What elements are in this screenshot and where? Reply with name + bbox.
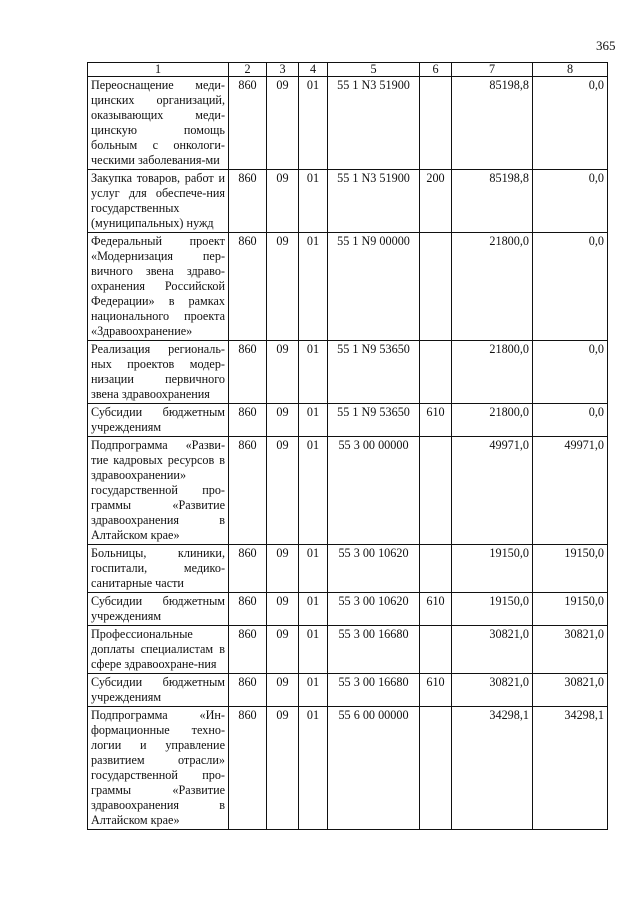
table-row — [88, 404, 608, 437]
table-row — [88, 437, 608, 545]
grbs-code: 860 — [229, 707, 267, 830]
expense-type-code: 610 — [420, 593, 452, 626]
subsection-code: 01 — [299, 626, 328, 674]
amount-2: 0,0 — [533, 341, 608, 404]
amount-1: 34298,1 — [452, 707, 533, 830]
expense-type-code — [420, 341, 452, 404]
page-number: 365 — [596, 38, 616, 53]
target-article-code: 55 6 00 00000 — [328, 707, 420, 830]
grbs-code: 860 — [229, 545, 267, 593]
amount-2: 30821,0 — [533, 674, 608, 707]
amount-2: 0,0 — [533, 404, 608, 437]
subsection-code: 01 — [299, 437, 328, 545]
expense-type-code — [420, 545, 452, 593]
section-code: 09 — [267, 674, 299, 707]
subsection-code: 01 — [299, 170, 328, 233]
target-article-code: 55 1 N9 53650 — [328, 404, 420, 437]
item-name: Переоснащение меди-цинских организаций, оказывающих меди-цинскую помощь больным с онкологи-ческими заболевания-ми — [88, 77, 229, 170]
target-article-code: 55 1 N3 51900 — [328, 77, 420, 170]
amount-1: 21800,0 — [452, 233, 533, 341]
column-header-7: 7 — [452, 63, 533, 77]
subsection-code: 01 — [299, 404, 328, 437]
target-article-code: 55 1 N9 00000 — [328, 233, 420, 341]
item-name: Подпрограмма «Разви-тие кадровых ресурсов в здравоохранении» государственной про-граммы «Развитие здравоохранения в Алтайском крае» — [88, 437, 229, 545]
expense-type-code — [420, 707, 452, 830]
grbs-code: 860 — [229, 674, 267, 707]
target-article-code: 55 3 00 16680 — [328, 626, 420, 674]
item-name: Субсидии бюджетным учреждениям — [88, 593, 229, 626]
expense-type-code: 610 — [420, 674, 452, 707]
table-row — [88, 545, 608, 593]
amount-1: 85198,8 — [452, 77, 533, 170]
subsection-code: 01 — [299, 593, 328, 626]
amount-1: 49971,0 — [452, 437, 533, 545]
item-name: Субсидии бюджетным учреждениям — [88, 404, 229, 437]
item-name: Профессиональные доплаты специалистам в сфере здравоохране-ния — [88, 626, 229, 674]
target-article-code: 55 3 00 00000 — [328, 437, 420, 545]
section-code: 09 — [267, 341, 299, 404]
subsection-code: 01 — [299, 707, 328, 830]
section-code: 09 — [267, 593, 299, 626]
grbs-code: 860 — [229, 341, 267, 404]
amount-2: 30821,0 — [533, 626, 608, 674]
grbs-code: 860 — [229, 170, 267, 233]
table-row — [88, 707, 608, 830]
item-name: Субсидии бюджетным учреждениям — [88, 674, 229, 707]
subsection-code: 01 — [299, 77, 328, 170]
table-row — [88, 233, 608, 341]
section-code: 09 — [267, 545, 299, 593]
subsection-code: 01 — [299, 233, 328, 341]
amount-1: 21800,0 — [452, 341, 533, 404]
section-code: 09 — [267, 707, 299, 830]
table-row — [88, 626, 608, 674]
item-name: Подпрограмма «Ин-формационные техно-логии и управление развитием отрасли» государственной про-граммы «Развитие здравоохранения в Алтайском крае» — [88, 707, 229, 830]
amount-1: 21800,0 — [452, 404, 533, 437]
item-name: Федеральный проект «Модернизация пер-вичного звена здраво-охранения Российской Федерации» в рамках национального проекта «Здравоохранение» — [88, 233, 229, 341]
section-code: 09 — [267, 77, 299, 170]
amount-1: 19150,0 — [452, 545, 533, 593]
column-header-8: 8 — [533, 63, 608, 77]
subsection-code: 01 — [299, 674, 328, 707]
table-row — [88, 593, 608, 626]
expense-type-code — [420, 233, 452, 341]
table-row — [88, 341, 608, 404]
column-header-2: 2 — [229, 63, 267, 77]
amount-2: 34298,1 — [533, 707, 608, 830]
section-code: 09 — [267, 437, 299, 545]
grbs-code: 860 — [229, 233, 267, 341]
grbs-code: 860 — [229, 437, 267, 545]
subsection-code: 01 — [299, 545, 328, 593]
column-header-6: 6 — [420, 63, 452, 77]
expense-type-code — [420, 437, 452, 545]
section-code: 09 — [267, 233, 299, 341]
column-header-4: 4 — [299, 63, 328, 77]
expense-type-code — [420, 626, 452, 674]
table-row — [88, 77, 608, 170]
amount-2: 19150,0 — [533, 545, 608, 593]
table-body — [88, 77, 608, 830]
grbs-code: 860 — [229, 77, 267, 170]
section-code: 09 — [267, 404, 299, 437]
grbs-code: 860 — [229, 626, 267, 674]
expense-type-code: 610 — [420, 404, 452, 437]
expense-type-code: 200 — [420, 170, 452, 233]
amount-2: 0,0 — [533, 77, 608, 170]
amount-2: 19150,0 — [533, 593, 608, 626]
subsection-code: 01 — [299, 341, 328, 404]
target-article-code: 55 3 00 10620 — [328, 593, 420, 626]
grbs-code: 860 — [229, 593, 267, 626]
table-row — [88, 674, 608, 707]
amount-1: 30821,0 — [452, 674, 533, 707]
header-row — [88, 63, 608, 77]
target-article-code: 55 3 00 16680 — [328, 674, 420, 707]
item-name: Больницы, клиники, госпитали, медико-санитарные части — [88, 545, 229, 593]
target-article-code: 55 3 00 10620 — [328, 545, 420, 593]
expense-type-code — [420, 77, 452, 170]
amount-2: 0,0 — [533, 170, 608, 233]
column-header-1: 1 — [88, 63, 229, 77]
target-article-code: 55 1 N3 51900 — [328, 170, 420, 233]
amount-1: 19150,0 — [452, 593, 533, 626]
item-name: Реализация региональ-ных проектов модер-низации первичного звена здравоохранения — [88, 341, 229, 404]
column-header-5: 5 — [328, 63, 420, 77]
section-code: 09 — [267, 170, 299, 233]
section-code: 09 — [267, 626, 299, 674]
amount-1: 30821,0 — [452, 626, 533, 674]
amount-2: 49971,0 — [533, 437, 608, 545]
amount-2: 0,0 — [533, 233, 608, 341]
amount-1: 85198,8 — [452, 170, 533, 233]
table-row — [88, 170, 608, 233]
item-name: Закупка товаров, работ и услуг для обеспече-ния государственных (муниципальных) нужд — [88, 170, 229, 233]
column-header-3: 3 — [267, 63, 299, 77]
budget-table — [87, 62, 608, 830]
target-article-code: 55 1 N9 53650 — [328, 341, 420, 404]
grbs-code: 860 — [229, 404, 267, 437]
